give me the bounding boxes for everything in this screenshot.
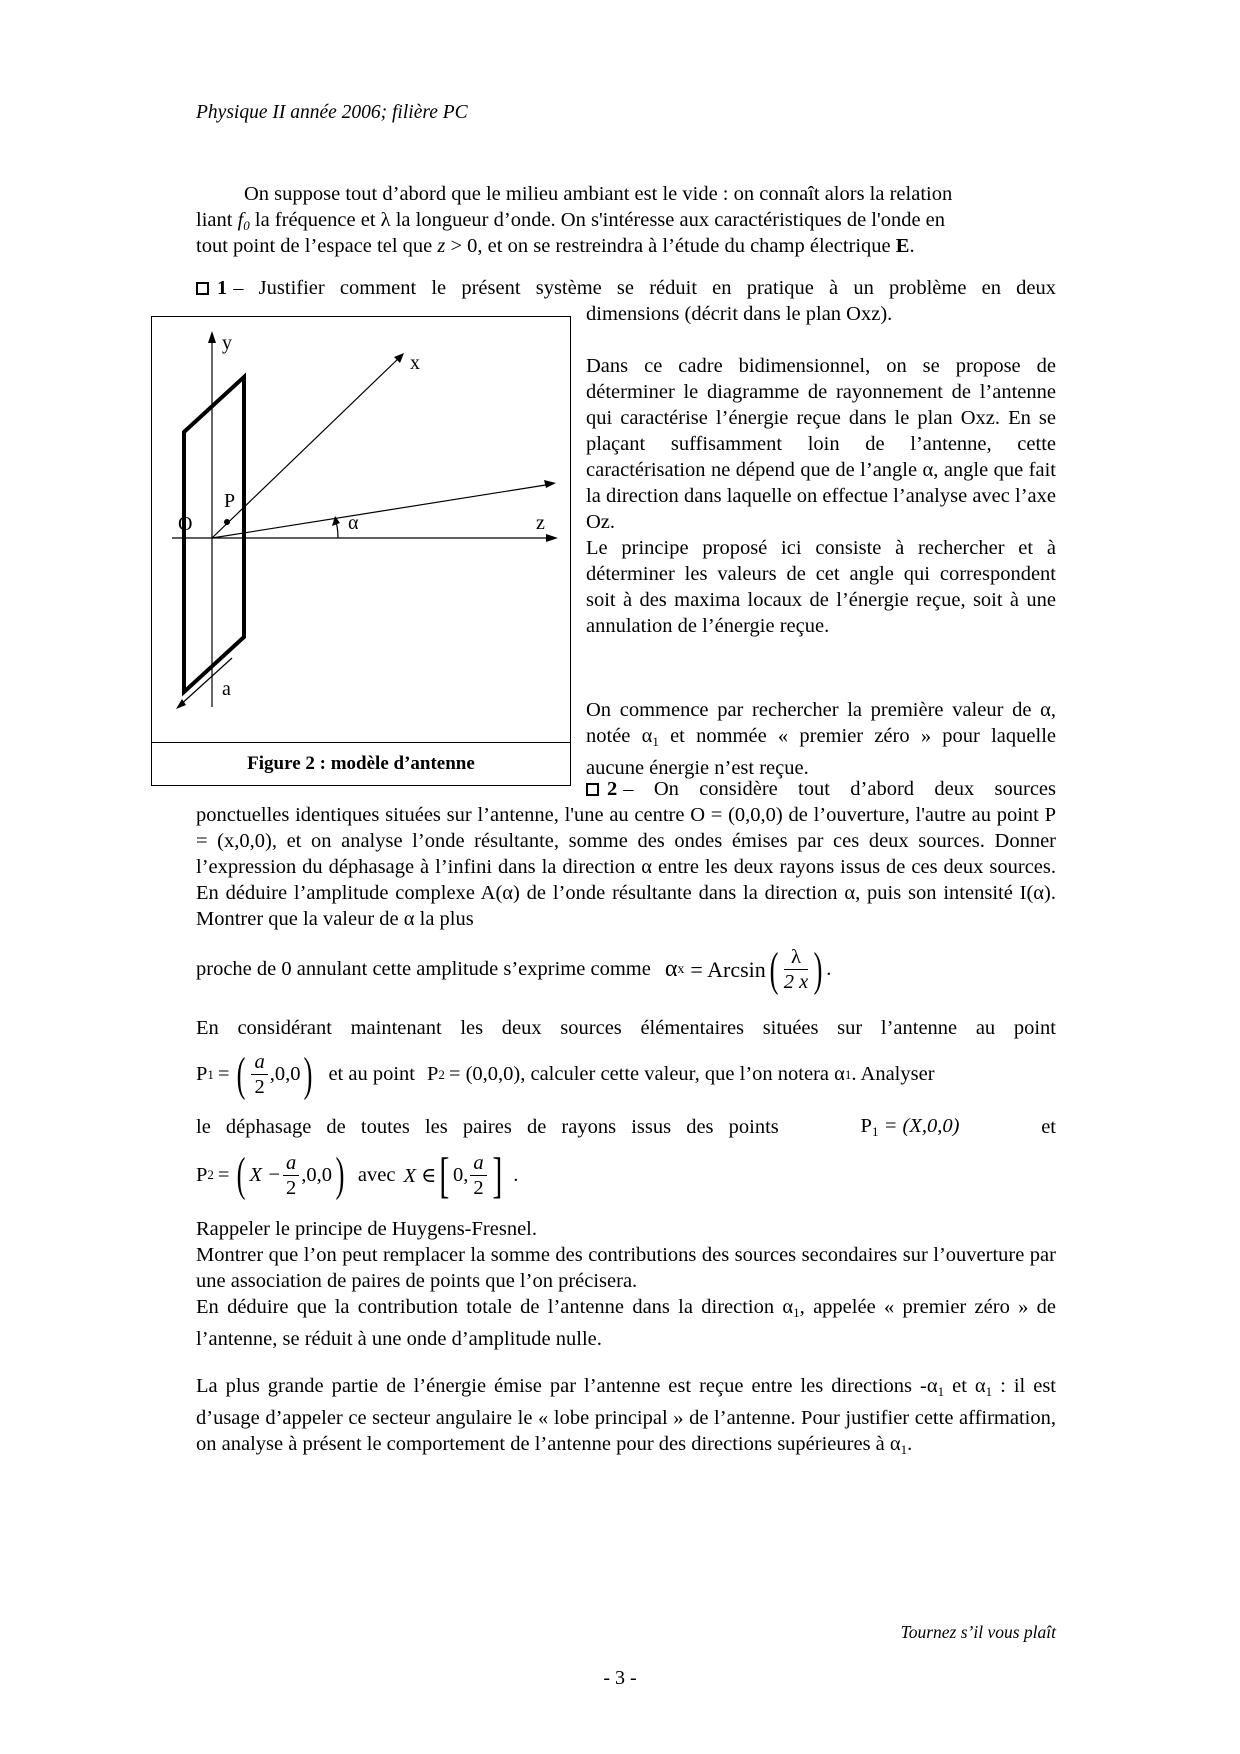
- P1-P2-equation: P 1 = ( $\frac{a}{2}$ ,0,0 ) et au point P 2 = (0,0,0) , calculer cette valeur, que l’on notera α 1 . Analyser: [196, 1047, 935, 1101]
- checkbox-icon: [586, 783, 599, 796]
- figure-caption: Figure 2 : modèle d’antenne: [152, 742, 570, 785]
- montrer-paragraph: Montrer que l’on peut remplacer la somme des contributions des sources secondaires sur l’ouverture par une association de paires de points que l’on précisera.: [196, 1244, 1056, 1292]
- label-O: O: [178, 513, 193, 535]
- x-axis-line: [212, 357, 400, 538]
- right-paragraph-1: Dans ce cadre bidimensionnel, on se propose de déterminer le diagramme de rayonnement de l’antenne qui caractérise l’énergie reçue dans le plan Oxz. En se plaçant suffisamment loin de l’antenne, cette caractérisation ne dépend que de l’angle α, angle que fait la direction dans laquelle on effectue l’analyse avec l’axe Oz.: [586, 355, 1056, 533]
- label-P: P: [224, 490, 236, 512]
- P2-X-equation: P 2 = ( X − $\frac{a}{2}$ ,0,0 ) avec X ∈ [ 0, $\frac{a}{2}$ ] .: [196, 1147, 519, 1203]
- considering-line: En considérant maintenant les deux sources élémentaires situées sur l’antenne au point: [196, 1017, 1056, 1039]
- intro-line-2: liant $f_0$ la fréquence et λ la longueur d’onde. On s'intéresse aux caractéristiques de l'onde en: [196, 209, 946, 233]
- question-2-body: ponctuelles identiques situées sur l’antenne, l'une au centre O = (0,0,0) de l’ouverture, l'autre au point P = (x,0,0), et on analyse l’onde résultante, somme des ondes émises par ces deux sources. Donner l’expression du déphasage à l’infini dans la direction α entre les deux rayons issus de ces deux sources. En déduire l’amplitude complexe A(α) de l’onde résultante dans la direction α, puis son intensité I(α). Montrer que la valeur de α la plus: [196, 804, 1056, 930]
- deduire-paragraph: En déduire que la contribution totale de l’antenne dans la direction $\alpha_1$, appelée « premier zéro » de l’antenne, se réduit à une onde d’amplitude nulle.: [196, 1296, 1056, 1350]
- turn-page-note: Tournez s’il vous plaît: [900, 1622, 1056, 1642]
- dephasage-line: le déphasage de toutes les paires de rayons issus des points $P_1 = (X,0,0)$ et: [196, 1115, 1056, 1139]
- page-header: Physique II année 2006; filière PC: [196, 102, 468, 123]
- page-number: - 3 -: [603, 1667, 637, 1689]
- checkbox-icon: [196, 282, 209, 295]
- right-paragraph-2: Le principe proposé ici consiste à rechercher et à déterminer les valeurs de cet angle qui correspondent soit à des maxima locaux de l’énergie reçue, soit à une annulation de l’énergie reçue.: [586, 537, 1056, 637]
- question-1-line: 1 – Justifier comment le présent système se réduit en pratique à un problème en deux: [196, 275, 1056, 301]
- intro-line-1: On suppose tout d’abord que le milieu ambiant est le vide : on connaît alors la relation: [244, 183, 953, 205]
- z-axis-arrow: [546, 534, 558, 542]
- alpha-direction-arrow: [544, 480, 556, 488]
- alpha-x-equation: proche de 0 annulant cette amplitude s’exprime comme α x = Arcsin ( $\frac{\lambda}{2 x}$ ) .: [196, 942, 832, 996]
- question-1-line-2: dimensions (décrit dans le plan Oxz).: [586, 303, 893, 325]
- huygens-line: Rappeler le principe de Huygens-Fresnel.: [196, 1218, 537, 1240]
- question-2-line: 2 – On considère tout d’abord deux sources: [586, 776, 1056, 802]
- point-P: [224, 519, 230, 525]
- label-z: z: [536, 512, 545, 534]
- intro-line-3: tout point de l’espace tel que z > 0, et on se restreindra à l’étude du champ électrique E.: [196, 235, 915, 257]
- alpha-direction-line: [212, 484, 552, 538]
- y-axis-arrow: [208, 331, 216, 343]
- antenna-diagram: [152, 317, 572, 745]
- label-y: y: [222, 332, 232, 354]
- right-paragraph-3: On commence par rechercher la première valeur de α, notée $\alpha_1$ et nommée « premier zéro » pour laquelle aucune énergie n’est reçue.: [586, 699, 1056, 779]
- label-x: x: [410, 352, 420, 374]
- label-a: a: [222, 678, 231, 700]
- figure-antenna-model: [151, 316, 571, 786]
- final-paragraph: La plus grande partie de l’énergie émise par l’antenne est reçue entre les directions $-\alpha_1$ et $\alpha_1$ : il est d’usage d’appeler ce secteur angulaire le « lobe principal » de l’antenne. Pour justifier cette affirmation, on analyse à présent le comportement de l’antenne pour des directions supérieures à $\alpha_1$.: [196, 1375, 1056, 1457]
- label-alpha: α: [348, 512, 359, 534]
